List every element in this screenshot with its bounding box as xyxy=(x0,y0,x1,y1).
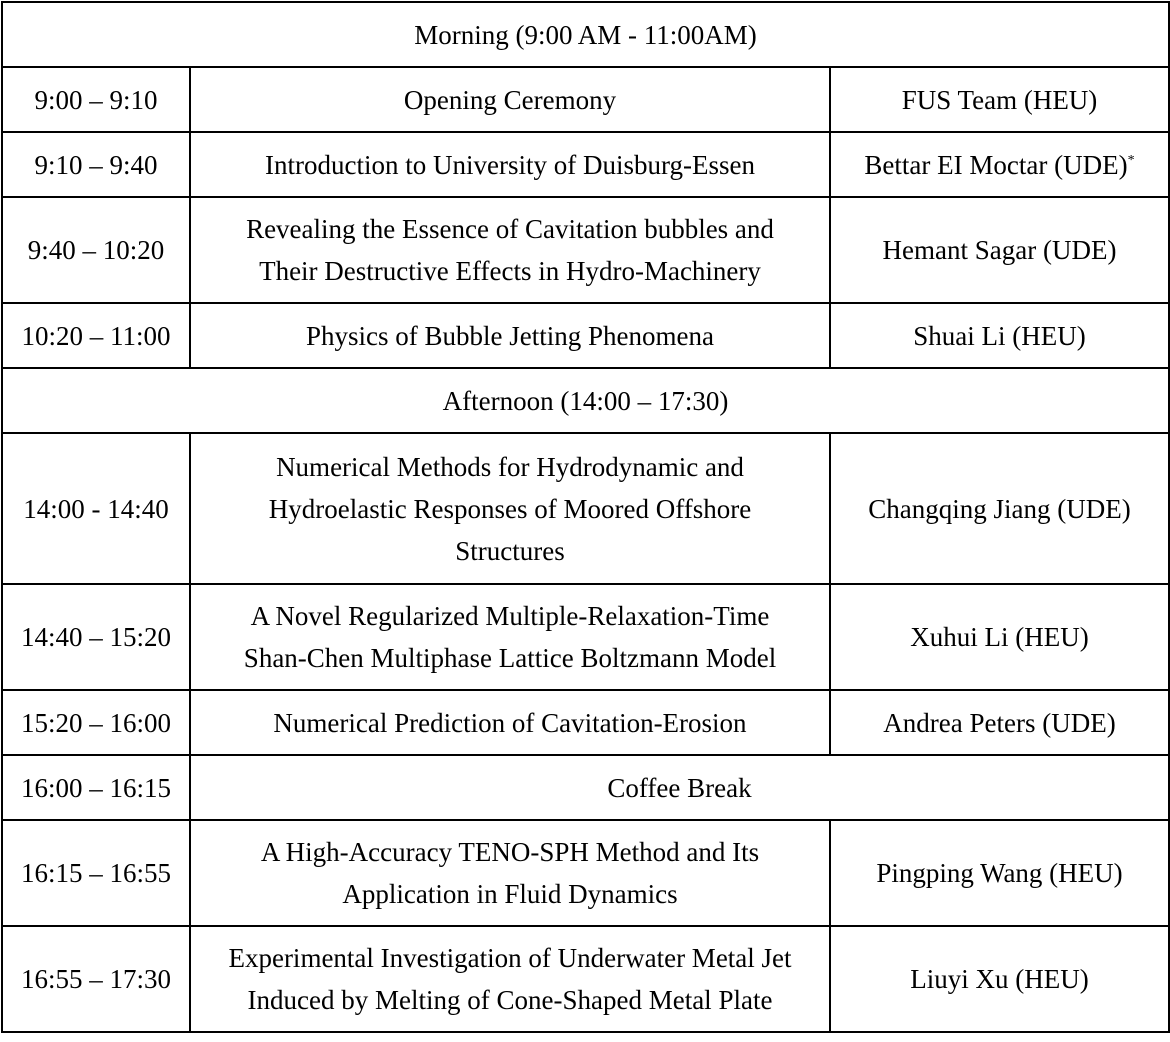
talk-title-line: Hydroelastic Responses of Moored Offshore xyxy=(268,493,752,524)
time-cell: 9:00 – 9:10 xyxy=(2,67,190,132)
table-row xyxy=(2,132,1169,197)
talk-title-line: Numerical Methods for Hydrodynamic and xyxy=(276,451,744,482)
talk-title-line: Physics of Bubble Jetting Phenomena xyxy=(306,320,714,351)
talk-title-line: Structures xyxy=(455,535,565,566)
speaker-cell: Andrea Peters (UDE) xyxy=(830,690,1169,755)
talk-title-line: Application in Fluid Dynamics xyxy=(342,879,678,909)
speaker-cell: Pingping Wang (HEU) xyxy=(830,820,1169,926)
table-row xyxy=(2,820,1169,926)
talk-title-line: Shan-Chen Multiphase Lattice Boltzmann Model xyxy=(243,643,777,673)
section-header-afternoon: Afternoon (14:00 – 17:30) xyxy=(2,368,1169,433)
table-row xyxy=(2,303,1169,368)
talk-title-line: Experimental Investigation of Underwater Metal Jet xyxy=(228,943,792,973)
talk-title-cell xyxy=(190,584,830,690)
talk-title-cell xyxy=(190,433,830,584)
talk-title-line: Opening Ceremony xyxy=(403,84,617,115)
time-cell: 16:00 – 16:15 xyxy=(2,755,190,820)
table-row xyxy=(2,584,1169,690)
speaker-name: Bettar EI Moctar (UDE) xyxy=(864,149,1128,180)
talk-title-cell xyxy=(190,132,830,197)
table-row xyxy=(2,433,1169,584)
time-cell: 9:10 – 9:40 xyxy=(2,132,190,197)
table-row xyxy=(2,197,1169,303)
talk-title-cell xyxy=(190,67,830,132)
talk-title-line: A Novel Regularized Multiple-Relaxation-Time xyxy=(250,601,770,631)
speaker-cell: FUS Team (HEU) xyxy=(830,67,1169,132)
section-header-row xyxy=(2,2,1169,67)
time-cell: 10:20 – 11:00 xyxy=(2,303,190,368)
talk-title-cell xyxy=(190,690,830,755)
talk-title-line: Introduction to University of Duisburg-Essen xyxy=(265,149,755,180)
speaker-cell: Shuai Li (HEU) xyxy=(830,303,1169,368)
time-cell: 16:55 – 17:30 xyxy=(2,926,190,1032)
speaker-cell: Liuyi Xu (HEU) xyxy=(830,926,1169,1032)
schedule-table xyxy=(1,1,1170,1033)
speaker-cell: Xuhui Li (HEU) xyxy=(830,584,1169,690)
section-header-morning: Morning (9:00 AM - 11:00AM) xyxy=(2,2,1169,67)
talk-title-line: A High-Accuracy TENO-SPH Method and Its xyxy=(260,837,760,867)
table-row xyxy=(2,926,1169,1032)
speaker-cell: Changqing Jiang (UDE) xyxy=(830,433,1169,584)
speaker-footnote-mark: * xyxy=(1127,152,1135,168)
time-cell: 16:15 – 16:55 xyxy=(2,820,190,926)
time-cell: 9:40 – 10:20 xyxy=(2,197,190,303)
talk-title-line: Revealing the Essence of Cavitation bubbles and xyxy=(246,214,774,244)
talk-title-cell xyxy=(190,303,830,368)
break-cell: Coffee Break xyxy=(190,755,1169,820)
table-row xyxy=(2,67,1169,132)
break-row xyxy=(2,755,1169,820)
talk-title-cell xyxy=(190,820,830,926)
talk-title-line: Induced by Melting of Cone-Shaped Metal Plate xyxy=(247,985,773,1015)
table-row xyxy=(2,690,1169,755)
section-header-row xyxy=(2,368,1169,433)
speaker-cell xyxy=(830,132,1169,197)
time-cell: 14:00 - 14:40 xyxy=(2,433,190,584)
talk-title-cell xyxy=(190,926,830,1032)
talk-title-line: Numerical Prediction of Cavitation-Erosion xyxy=(273,707,747,738)
speaker-cell: Hemant Sagar (UDE) xyxy=(830,197,1169,303)
time-cell: 15:20 – 16:00 xyxy=(2,690,190,755)
time-cell: 14:40 – 15:20 xyxy=(2,584,190,690)
talk-title-cell xyxy=(190,197,830,303)
talk-title-line: Their Destructive Effects in Hydro-Machinery xyxy=(259,256,761,286)
